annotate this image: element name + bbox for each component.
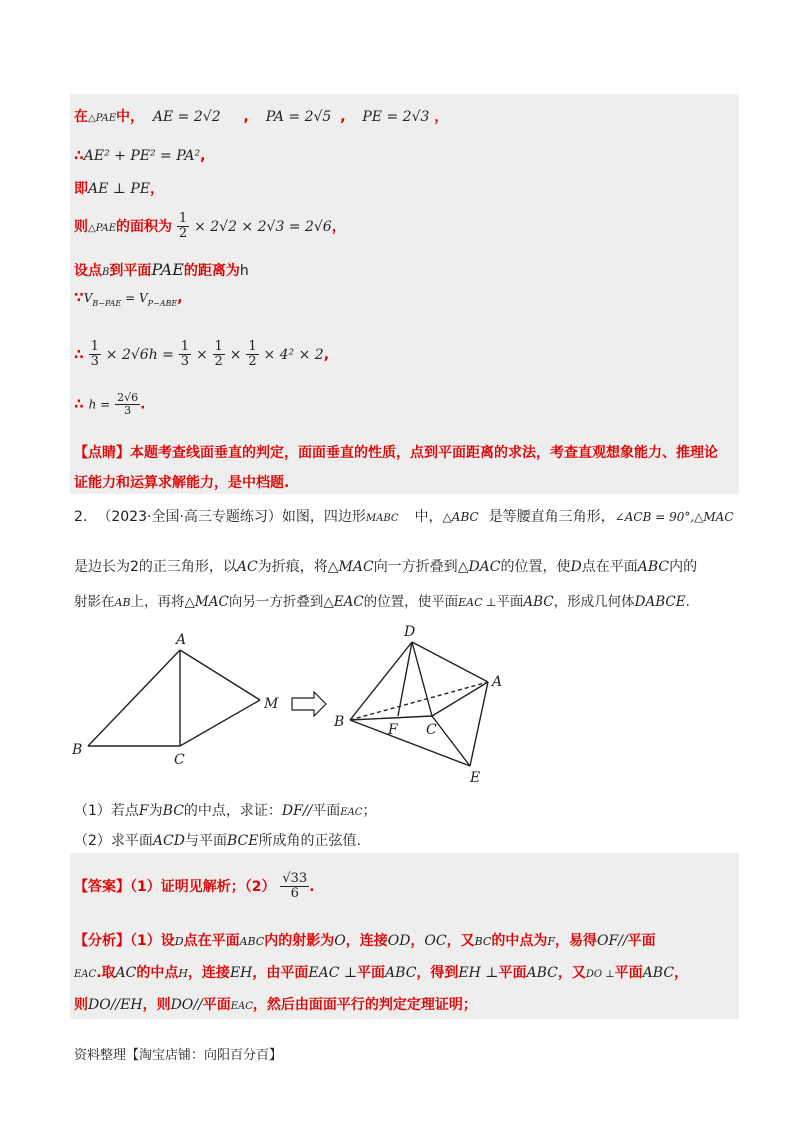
solution-line-4: 则△PAE的面积为 $\frac{1}{2}$ × 2√2 × 2√3 = 2√6， [74, 211, 346, 242]
label-right-e: E [470, 770, 481, 786]
figure-left [88, 650, 260, 746]
label-left-b: B [72, 742, 83, 758]
answer-line: 【答案】（1）证明见解析；（2） $\frac{√33}{6}$ . [74, 871, 315, 902]
solution-line-5: 设点B到平面PAE的距离为h [74, 260, 249, 279]
edge-am [180, 650, 260, 700]
comment-line-2: 证能力和运算求解能力，是中档题. [74, 475, 290, 491]
analysis-line-2: EAC.取AC的中点H，连接EH，由平面EAC ⊥平面ABC，得到EH ⊥平面ABC，又DO ⊥平面ABC， [74, 965, 689, 981]
problem-2-line-3: 射影在AB上，再将△MAC向另一方折叠到△EAC的位置，使平面EAC ⊥平面ABC，形成几何体DABCE. [74, 594, 690, 610]
analysis-line-3: 则DO//EH，则DO//平面EAC，然后由面面平行的判定定理证明； [74, 997, 477, 1013]
solution-line-1: 在△PAE中， AE = 2√2 , PA = 2√5 , PE = 2√3 ， [74, 109, 449, 125]
problem-2-line-2: 是边长为2的正三角形，以AC为折痕，将△MAC向一方折叠到△DAC的位置，使D点在平面ABC内的 [74, 559, 698, 575]
solution-line-8: ∴ h = $\frac{2√6}{3}$ . [74, 391, 146, 418]
page-footer: 资料整理【淘宝店铺：向阳百分百】 [74, 1048, 283, 1063]
label-right-a: A [492, 674, 503, 690]
problem-2-line-1: 2. （2023·全国·高三专题练习）如图，四边形MABC 中，△ABC 是等腰直角三角形，∠ACB = 90°,△MAC [74, 509, 734, 525]
analysis-line-1: 【分析】（1）设D点在平面ABC内的射影为O，连接OD，OC，又BC的中点为F，易得OF//平面 [74, 933, 656, 949]
label-right-f: F [388, 722, 398, 738]
solution-line-3: 即AE ⊥ PE， [74, 181, 165, 197]
solution-line-6: $\because V_{B-PAE} = V_{P-ABE}$, [74, 290, 183, 308]
fraction-one-half: $\frac{1}{2}$ [178, 211, 188, 242]
geometry-figure [60, 620, 540, 790]
label-right-c: C [426, 722, 437, 738]
figure-right [350, 642, 488, 766]
label-left-c: C [174, 752, 185, 768]
comment-line-1: 【点睛】本题考查线面垂直的判定，面面垂直的性质，点到平面距离的求法，考查直观想象能力、推理论 [74, 445, 718, 461]
fold-arrow-icon [292, 692, 326, 716]
question-2: （2）求平面ACD与平面BCE所成角的正弦值. [74, 833, 361, 849]
solution-line-7: ∴ $\frac{1}{3}$ × 2√6h = $\frac{1}{3}$ × $\frac{1}{2}$ × $\frac{1}{2}$ × 4² × 2, [74, 339, 330, 370]
edge-cm [180, 700, 260, 746]
question-1: （1）若点F为BC的中点，求证：DF//平面EAC； [74, 803, 377, 819]
label-right-b: B [334, 714, 345, 730]
label-left-m: M [264, 696, 279, 712]
edge-ba [88, 650, 180, 746]
solution-line-2: ∴AE² + PE² = PA², [74, 148, 206, 164]
label-right-d: D [404, 624, 416, 640]
label-left-a: A [176, 632, 187, 648]
